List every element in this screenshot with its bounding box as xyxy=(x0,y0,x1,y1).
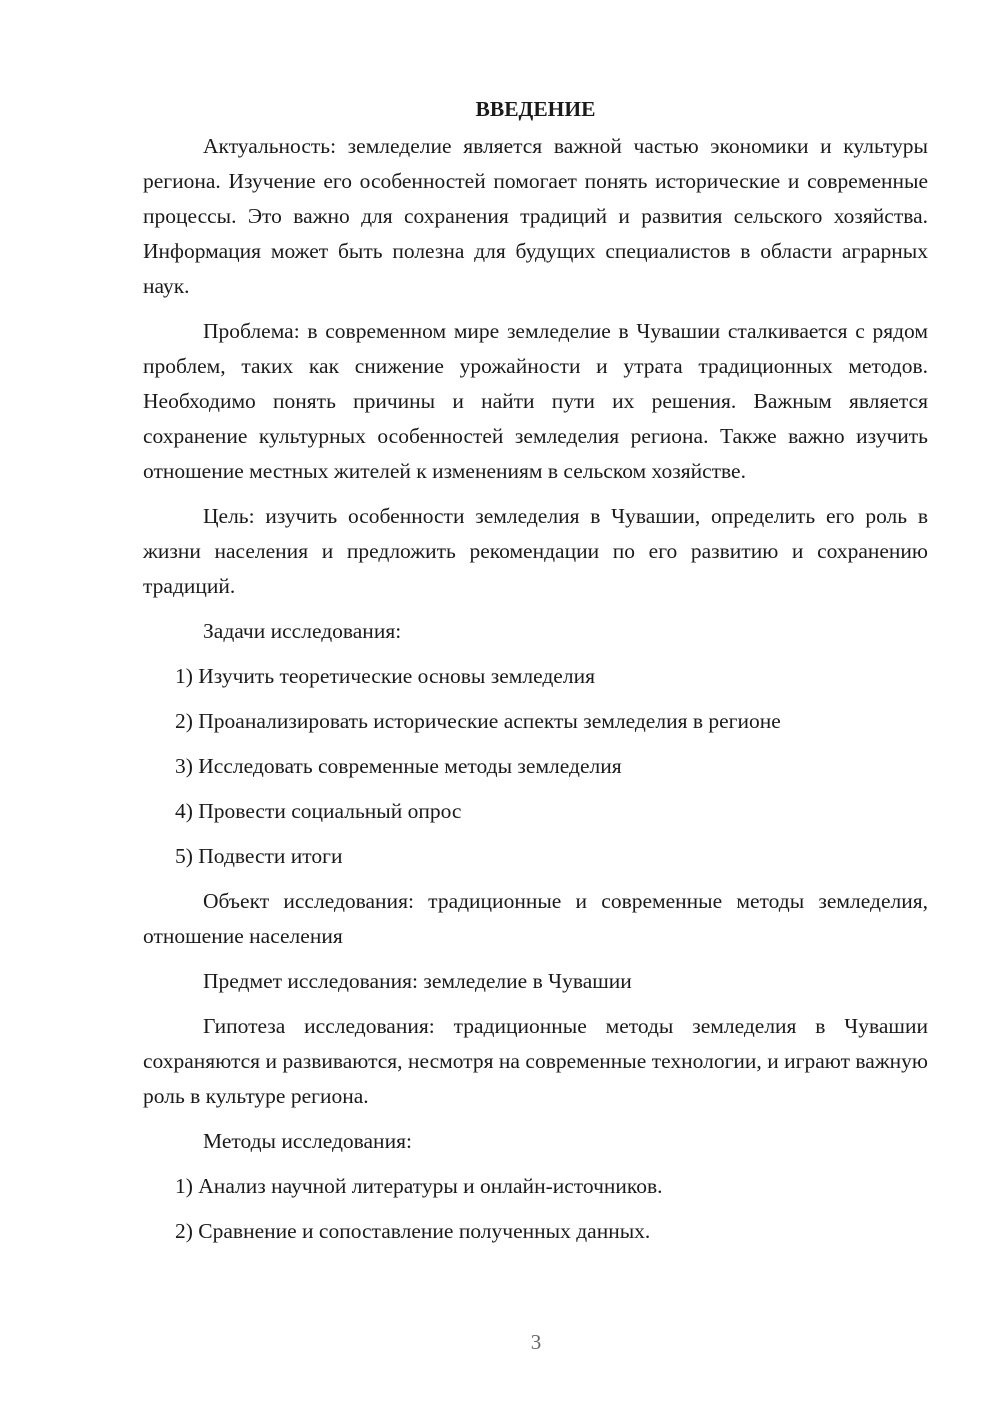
methods-title: Методы исследования: xyxy=(203,1129,412,1153)
task-item: 2) Проанализировать исторические аспекты земледелия в регионе xyxy=(175,709,781,733)
relevance-paragraph: Актуальность: земледелие является важной частью экономики и культуры региона. Изучение его особенностей помогает понять исторические и современные процессы. Это важно для сохранения традиций и развития сельского хозяйства. Информация может быть полезна для будущих специалистов в области аграрных наук. xyxy=(143,134,928,298)
goal-paragraph: Цель: изучить особенности земледелия в Чувашии, определить его роль в жизни населения и предложить рекомендации по его развитию и сохранению традиций. xyxy=(143,504,928,598)
method-item: 2) Сравнение и сопоставление полученных данных. xyxy=(175,1219,651,1243)
task-item: 4) Провести социальный опрос xyxy=(175,799,462,823)
tasks-title: Задачи исследования: xyxy=(203,619,402,643)
method-item: 1) Анализ научной литературы и онлайн-источников. xyxy=(175,1174,663,1198)
task-item: 5) Подвести итоги xyxy=(175,844,343,868)
hypothesis-paragraph: Гипотеза исследования: традиционные методы земледелия в Чувашии сохраняются и развиваются, несмотря на современные технологии, и играют важную роль в культуре региона. xyxy=(143,1014,928,1108)
page-number: 3 xyxy=(530,1330,542,1354)
section-heading: ВВЕДЕНИЕ xyxy=(475,97,596,121)
document-page xyxy=(143,92,928,1259)
task-item: 3) Исследовать современные методы земледелия xyxy=(175,754,622,778)
subject-paragraph: Предмет исследования: земледелие в Чувашии xyxy=(203,969,632,993)
task-item: 1) Изучить теоретические основы земледелия xyxy=(175,664,595,688)
object-paragraph: Объект исследования: традиционные и современные методы земледелия, отношение населения xyxy=(143,889,928,948)
problem-paragraph: Проблема: в современном мире земледелие в Чувашии сталкивается с рядом проблем, таких как снижение урожайности и утрата традиционных методов. Необходимо понять причины и найти пути их решения. Важным является сохранение культурных особенностей земледелия региона. Также важно изучить отношение местных жителей к изменениям в сельском хозяйстве. xyxy=(143,319,928,483)
